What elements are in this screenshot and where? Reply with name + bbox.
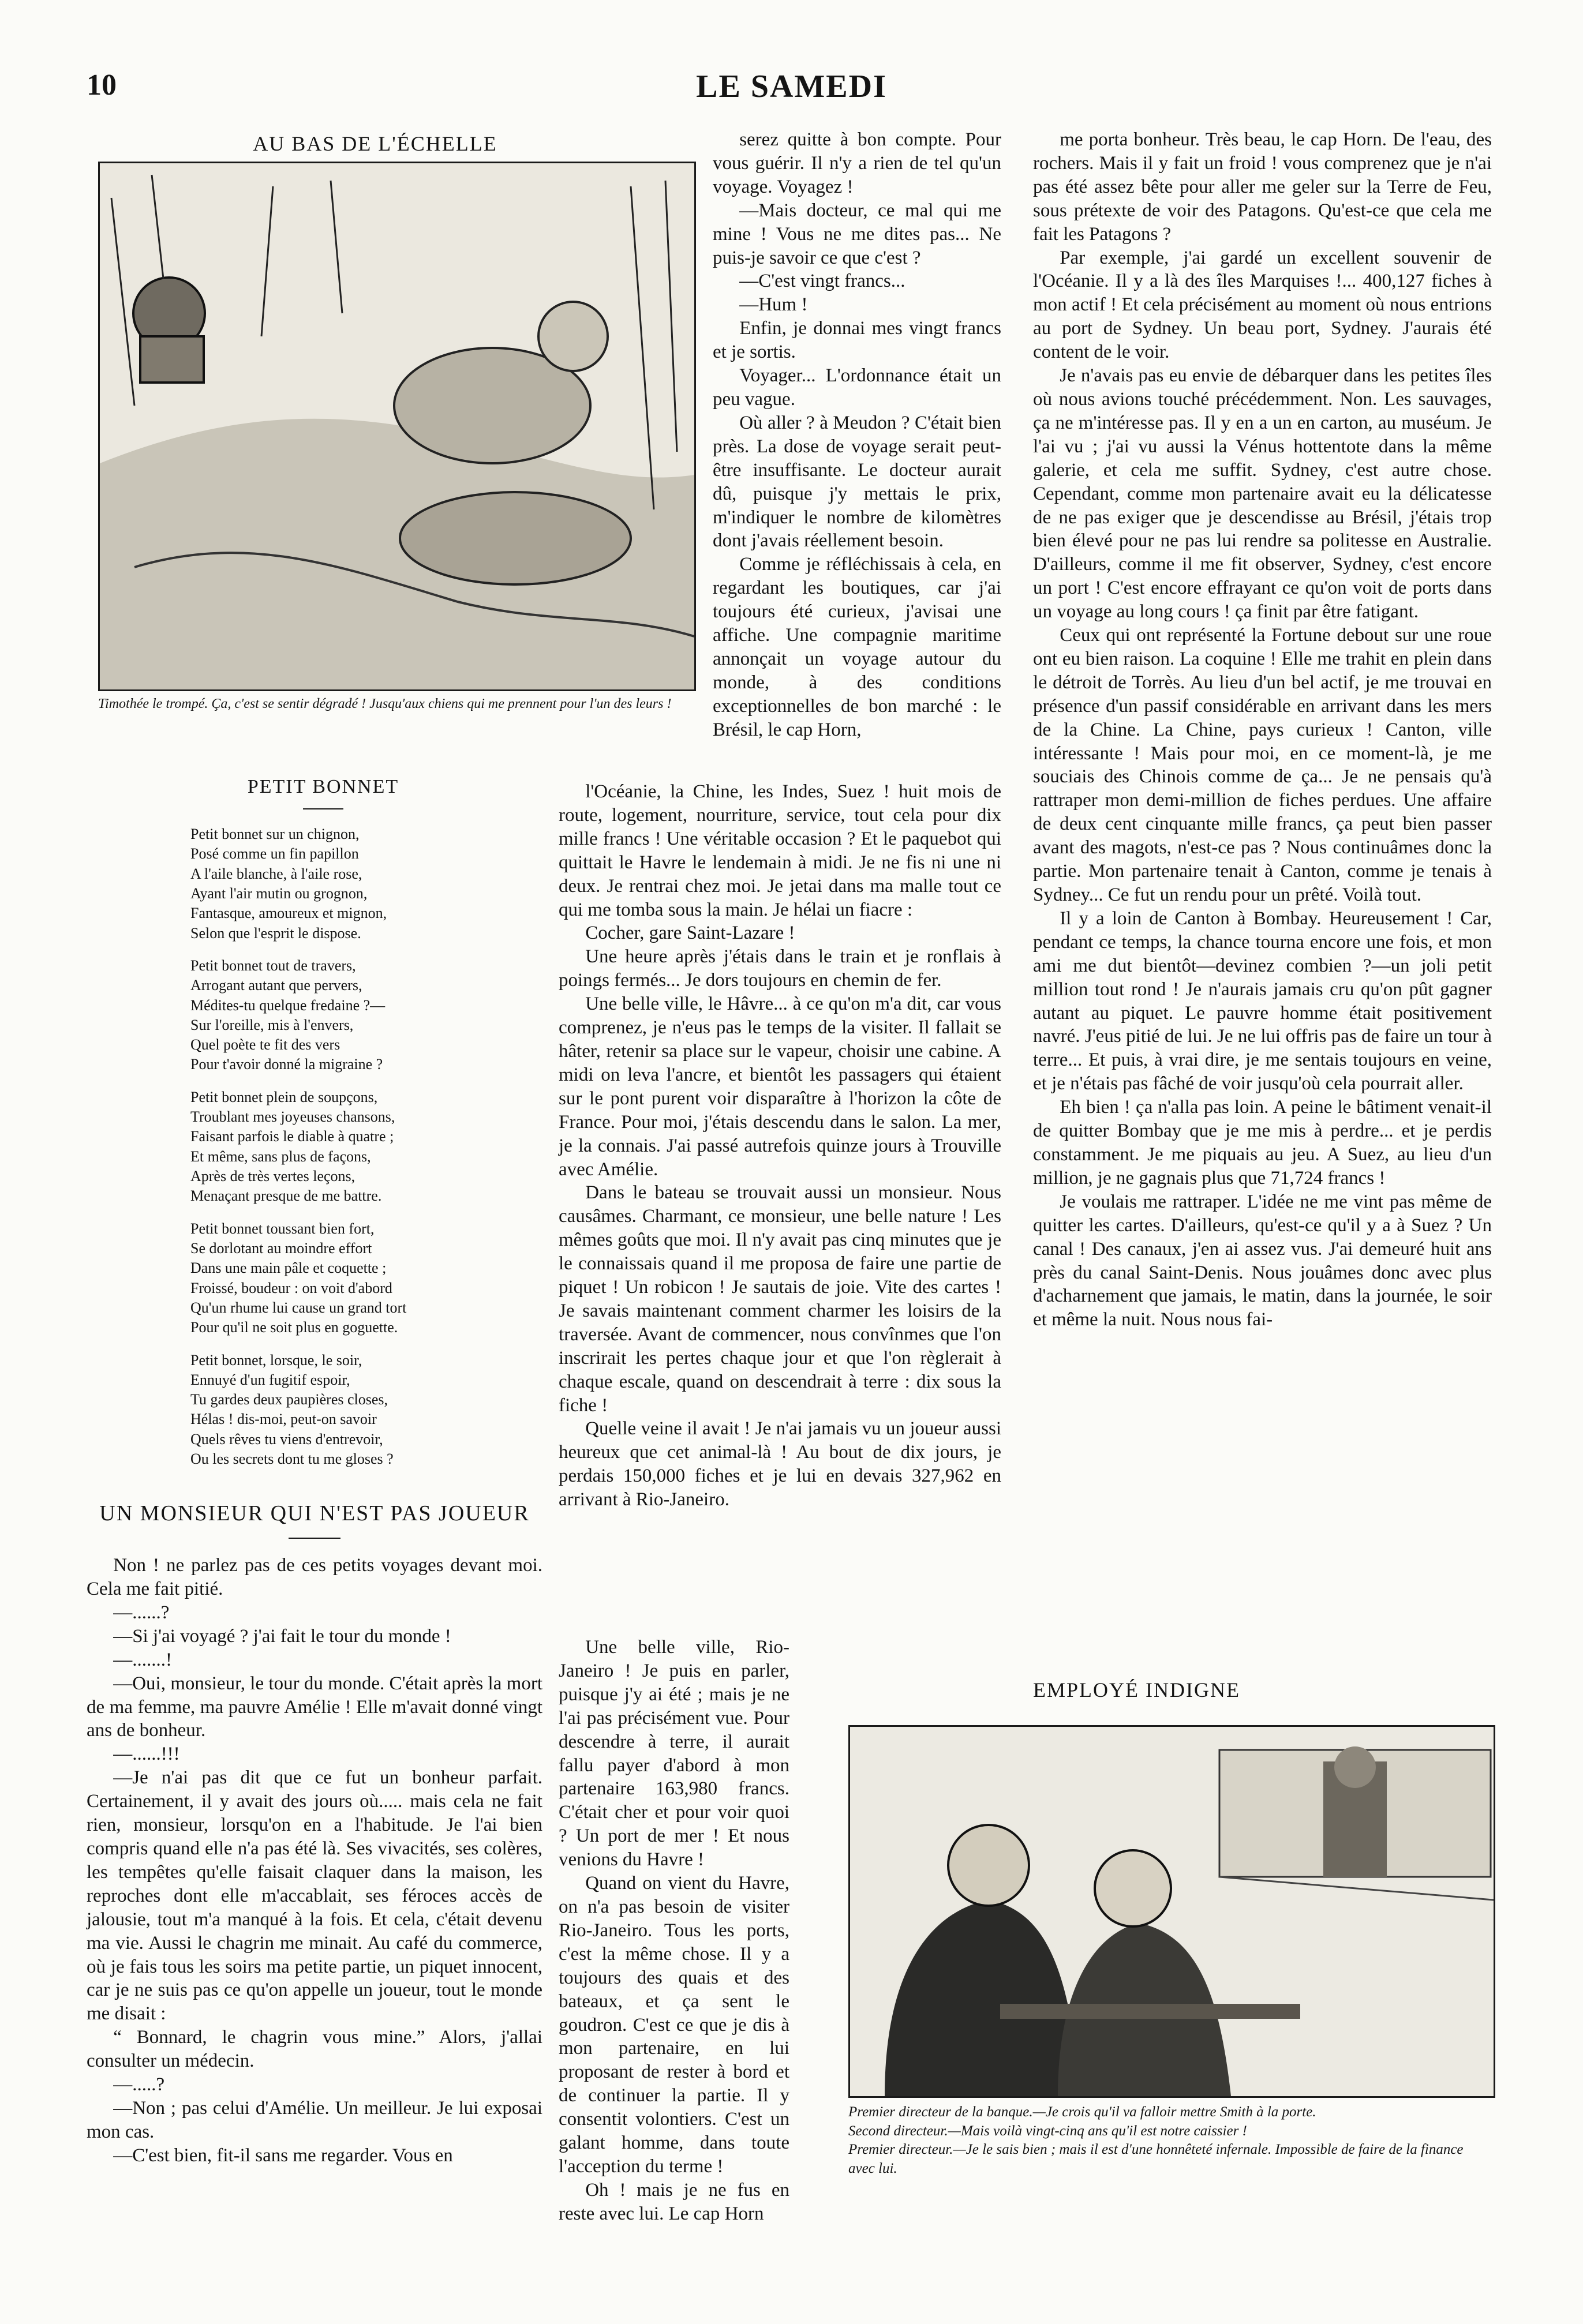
story-paragraph: me porta bonheur. Très beau, le cap Horn. De l'eau, des rochers. Mais il y fait un froid ! vous comprenez que je n'ai pas été assez bête pour aller me geler sur la Terre de Feu, sous prétexte de voir des Patagons. Qu'est-ce que cela me fait les Patagons ? [1033, 129, 1492, 245]
story-paragraph: —.......! [113, 1649, 172, 1670]
story-paragraph: Je n'avais pas eu envie de débarquer dans les petites îles où nous avions touché précédemment. Non. Les sauvages, ça ne m'intéresse pas. Il y en a un en carton, au muséum. Je l'ai vu ; j'ai vu aussi la Vénus hottentote dans la même galerie, et cela me suffit. Sydney, c'est autre chose. Cependant, comme mon partenaire avait eu la délicatesse de ne pas exiger que je descendisse au Brésil, j'étais trop bien élevé pour ne pas lui rendre sa politesse en Australie. D'ailleurs, comme il me fit observer, Sydney, c'est encore un port ! C'est encore effrayant ce qu'on voit de ports dans un voyage au long cours ! ça finit par être fatigant. [1033, 365, 1492, 623]
illustration-top [98, 162, 696, 691]
story-paragraph: Non ! ne parlez pas de ces petits voyages devant moi. Cela me fait pitié. [87, 1555, 542, 1600]
poem-line: Après de très vertes leçons, [190, 1168, 355, 1185]
poem-line: A l'aile blanche, à l'aile rose, [190, 865, 362, 882]
poem-line: Posé comme un fin papillon [190, 845, 359, 863]
story-paragraph: Quand on vient du Havre, on n'a pas besoin de visiter Rio-Janeiro. Tous les ports, c'est la même chose. Il y a toujours des quais et des bateaux, et ça sent le goudron. C'est ce que je dis à mon partenaire, en lui proposant de rester à bord et de continuer la partie. Il y consentit volontiers. C'est un galant homme, dans toute l'acception du terme ! [559, 1873, 789, 2177]
story-paragraph: —Non ; pas celui d'Amélie. Un meilleur. Je lui exposai mon cas. [87, 2097, 542, 2142]
poem-line: Petit bonnet tout de travers, [190, 957, 356, 974]
story-col1-text [87, 1554, 542, 2168]
dogs-drawing [100, 163, 694, 689]
poem-line: Qu'un rhume lui cause un grand tort [190, 1299, 407, 1316]
illustration-top-caption: Timothée le trompé. Ça, c'est se sentir dégradé ! Jusqu'aux chiens qui me prennent pour l'un des leurs ! [98, 696, 672, 711]
story-paragraph: Il y a loin de Canton à Bombay. Heureusement ! Car, pendant ce temps, la chance tourna encore une fois, et mon ami me dut bientôt—devinez combien ?—un joli petit million tout rond ! Je n'aurais jamais cru qu'on pût gagner autant au piquet. Le pauvre homme était positivement navré. J'eus pitié de lui. Je ne lui offris pas de faire un tour à terre... Et puis, à vrai dire, je me sentais toujours en veine, et je n'étais pas fâché de voir jusqu'où cela pourrait aller. [1033, 908, 1492, 1094]
caption-line: Premier directeur.—Je le sais bien ; mais il est d'une honnêteté infernale. Impossible de faire de la finance avec lui. [848, 2142, 1464, 2176]
story-paragraph: —C'est bien, fit-il sans me regarder. Vous en [113, 2145, 453, 2166]
poem-line: Menaçant presque de me battre. [190, 1187, 382, 1205]
story-paragraph: Ceux qui ont représenté la Fortune debout sur une roue ont eu bien raison. La coquine ! Elle me trahit en plein dans le détroit de Torrès. Au lieu d'un bel actif, je me trouvai en présence d'un passif considérable en arrivant dans les mers de la Chine. La Chine, pays curieux ! Canton, ville intéressante ! Mais pour moi, en ce moment-là, je me souciais des Chinois comme de ça... Je ne pensais qu'à rattraper mon demi-million de fiches perdues. Une affaire de deux cent cinquante mille francs, ça peut bien passer avant des magots, n'est-ce pas ? Nous continuâmes donc la partie. Mon partenaire tenait à Canton, comme je tenais à Sydney... Ce fut un rendu pour un prêté. Voilà tout. [1033, 625, 1492, 905]
story-paragraph: Une belle ville, Rio-Janeiro ! Je puis en parler, puisque j'y ai été ; mais je ne l'ai pas précisément vue. Pour descendre à terre, il aurait fallu payer d'abord à mon partenaire 163,980 francs. C'était cher et pour voir quoi ? Un port de mer ! Et nous venions du Havre ! [559, 1637, 789, 1871]
poem-title: PETIT BONNET [247, 776, 399, 797]
story-paragraph: Dans le bateau se trouvait aussi un monsieur. Nous causâmes. Charmant, ce monsieur, une belle nature ! Les mêmes goûts que moi. Il n'y avait pas cinq minutes que je le connaissais quand il me proposa de faire une partie de piquet ! Un robicon ! Je sautais de joie. Vite des cartes ! Je savais maintenant comment charmer les loisirs de la traversée. Avant de commencer, nous convînmes que l'on inscrirait les pertes chaque jour et que l'on règlerait à chaque escale, quand on descendrait à terre : dix sous la fiche ! [559, 1182, 1001, 1416]
story-paragraph: —Je n'ai pas dit que ce fut un bonheur parfait. Certainement, il y avait des jours où..... mais cela ne fait rien, monsieur, lorsqu'on en a l'habitude. Je l'ai bien compris quand elle n'a pas été là. Ses vivacités, ses colères, les tempêtes qu'elle faisait claquer dans la maison, les reproches dont elle m'accablait, ses féroces accès de jalousie, tout m'a manqué à la fois. Et cela, c'était devenu ma vie. Aussi le chagrin me minait. Au café du commerce, où je fais tous les soirs ma petite partie, un piquet innocent, car je ne suis pas ce qu'on appelle un joueur, tout le monde me disait : [87, 1767, 542, 2025]
poem-line: Dans une main pâle et coquette ; [190, 1260, 387, 1277]
poem-line: Tu gardes deux paupières closes, [190, 1391, 388, 1408]
poem-line: Petit bonnet plein de soupçons, [190, 1088, 378, 1105]
illustration-bottom-title: EMPLOYÉ INDIGNE [1033, 1678, 1240, 1701]
poem-line: Quels rêves tu viens d'entrevoir, [190, 1430, 383, 1448]
story-paragraph: Eh bien ! ça n'alla pas loin. A peine le bâtiment venait-il de quitter Bombay que je me mis à perdre... et je perdis constamment. Je me piquais au jeu. A Suez, au lieu d'un million, je ne gagnais plus que 71,724 francs ! [1033, 1097, 1492, 1189]
story-paragraph: —.....? [113, 2074, 165, 2096]
poem-line: Pour qu'il ne soit plus en goguette. [190, 1319, 398, 1336]
illustration-bottom-caption [848, 2103, 1492, 2178]
story-paragraph: —Si j'ai voyagé ? j'ai fait le tour du monde ! [113, 1625, 451, 1647]
poem-line: Hélas ! dis-moi, peut-on savoir [190, 1411, 377, 1428]
poem-line: Selon que l'esprit le dispose. [190, 924, 361, 942]
poem-line: Quel poète te fit des vers [190, 1036, 340, 1054]
page-number: 10 [87, 69, 117, 102]
poem-line: Arrogant autant que pervers, [190, 977, 362, 994]
masthead-title: LE SAMEDI [696, 69, 887, 104]
story-paragraph: Voyager... L'ordonnance était un peu vague. [713, 365, 1001, 410]
poem-stanza [190, 1088, 548, 1206]
poem-line: Petit bonnet sur un chignon, [190, 826, 360, 842]
story-paragraph: Où aller ? à Meudon ? C'était bien près. La dose de voyage serait peut-être insuffisante. Le docteur aurait dû, puisque j'y mettais le prix, m'indiquer le nombre de kilomètres dont j'avais réellement besoin. [713, 412, 1001, 552]
story-column-2-top [713, 128, 1001, 742]
poem-line: Pour t'avoir donné la migraine ? [190, 1056, 383, 1073]
story-column-3 [1033, 128, 1492, 1332]
story-paragraph: —C'est vingt francs... [739, 271, 905, 292]
poem-stanza [190, 824, 548, 943]
story-column-1 [87, 1500, 542, 2168]
poem-line: Ennuyé d'un fugitif espoir, [190, 1371, 350, 1388]
story-column-2-narrow [559, 1636, 789, 2226]
poem-line: Fantasque, amoureux et mignon, [190, 905, 387, 922]
poem-line: Ou les secrets dont tu me gloses ? [190, 1450, 394, 1468]
story-paragraph: Oh ! mais je ne fus en reste avec lui. Le cap Horn [559, 2179, 789, 2224]
story-paragraph: l'Océanie, la Chine, les Indes, Suez ! huit mois de route, logement, nourriture, service, tout cela pour dix mille francs ! Une véritable occasion ? Et le paquebot qui quittait le Havre le lendemain à midi. Je ne fis ni une ni deux. Je rentrai chez moi. Je jetai dans ma malle tout ce qui me tomba sous la main. Je hélai un fiacre : [559, 781, 1001, 920]
story-paragraph: Quelle veine il avait ! Je n'ai jamais vu un joueur aussi heureux que cet animal-là ! Au bout de dix jours, je perdais 150,000 fiches et je lui en devais 327,962 en arrivant à Rio-Janeiro. [559, 1418, 1001, 1510]
story-paragraph: serez quitte à bon compte. Pour vous guérir. Il n'y a rien de tel qu'un voyage. Voyagez ! [713, 129, 1001, 197]
story-paragraph: Enfin, je donnai mes vingt francs et je sortis. [713, 318, 1001, 363]
poem-line: Sur l'oreille, mis à l'envers, [190, 1016, 354, 1033]
illustration-bottom [848, 1725, 1495, 2098]
story-paragraph: Une belle ville, le Hâvre... à ce qu'on m'a dit, car vous comprenez, je n'eus pas le temps de la visiter. Il fallait se hâter, retenir sa place sur le vapeur, choisir une cabine. A midi on leva l'ancre, et bientôt les passagers qui étaient sur le pont purent voir disparaître à l'horizon la côte de France. Pour moi, j'étais descendu dans le salon. La mer, je la connais. J'ai passé autrefois quinze jours à Trouville avec Amélie. [559, 994, 1001, 1180]
story-title: UN MONSIEUR QUI N'EST PAS JOUEUR [99, 1501, 530, 1525]
poem-line: Ayant l'air mutin ou grognon, [190, 884, 368, 902]
story-paragraph: Comme je réfléchissais à cela, en regardant les boutiques, car j'ai toujours été curieux, j'avisai une affiche. Une compagnie maritime annonçait un voyage autour du monde, à des conditions exceptionnelles de bon marché : le Brésil, le cap Horn, [713, 554, 1001, 740]
poem-line: Et même, sans plus de façons, [190, 1148, 371, 1165]
poem-line: Petit bonnet toussant bien fort, [190, 1220, 375, 1237]
poem-stanza [190, 956, 548, 1075]
poem-stanza [190, 1351, 548, 1470]
story-paragraph: —Mais docteur, ce mal qui me mine ! Vous ne me dites pas... Ne puis-je savoir ce que c'est ? [713, 200, 1001, 268]
story-paragraph: —......!!! [113, 1744, 180, 1765]
poem-line: Petit bonnet, lorsque, le soir, [190, 1351, 362, 1369]
story-title-rule [289, 1538, 340, 1539]
caption-line: Second directeur.—Mais voilà vingt-cinq ans qu'il est notre caissier ! [848, 2123, 1247, 2139]
story-paragraph: Une heure après j'étais dans le train et je ronflais à poings fermés... Je dors toujours en chemin de fer. [559, 946, 1001, 991]
illustration-top-title: AU BAS DE L'ÉCHELLE [253, 132, 497, 155]
poem-line: Se dorlotant au moindre effort [190, 1239, 372, 1257]
story-paragraph: Cocher, gare Saint-Lazare ! [585, 923, 795, 944]
poem-line: Faisant parfois le diable à quatre ; [190, 1128, 394, 1145]
story-column-2-wide [559, 780, 1001, 1512]
poem-rule [303, 808, 343, 809]
story-paragraph: —......? [113, 1602, 170, 1623]
poem-line: Froissé, boudeur : on voit d'abord [190, 1279, 392, 1296]
caption-line: Premier directeur de la banque.—Je crois qu'il va falloir mettre Smith à la porte. [848, 2104, 1316, 2120]
story-paragraph: —Hum ! [739, 294, 808, 316]
poem-line: Médites-tu quelque fredaine ?— [190, 996, 386, 1014]
poem-body [190, 824, 548, 1469]
story-paragraph: Je voulais me rattraper. L'idée ne me vint pas même de quitter les cartes. D'ailleurs, qu'est-ce qu'il y a à Suez ? Un canal ! Des canaux, j'en ai assez vus. J'ai demeuré huit ans près du canal Saint-Denis. Nous jouâmes donc avec plus d'acharnement que jamais, le matin, dans la journée, le soir et même la nuit. Nous nous fai- [1033, 1191, 1492, 1330]
story-paragraph: Par exemple, j'ai gardé un excellent souvenir de l'Océanie. Il y a là des îles Marquises !... 400,127 fiches à mon actif ! Et cela précisément au moment où nous entrions au port de Sydney. Un beau port, Sydney. J'aurais été content de le voir. [1033, 247, 1492, 363]
poem-line: Troublant mes joyeuses chansons, [190, 1108, 395, 1126]
story-paragraph: “ Bonnard, le chagrin vous mine.” Alors, j'allai consulter un médecin. [87, 2027, 542, 2072]
poem-section [98, 776, 548, 1482]
poem-stanza [190, 1219, 548, 1338]
story-paragraph: —Oui, monsieur, le tour du monde. C'était après la mort de ma femme, ma pauvre Amélie ! Elle m'avait donné vingt ans de bonheur. [87, 1673, 542, 1741]
bankers-drawing [850, 1727, 1494, 2096]
